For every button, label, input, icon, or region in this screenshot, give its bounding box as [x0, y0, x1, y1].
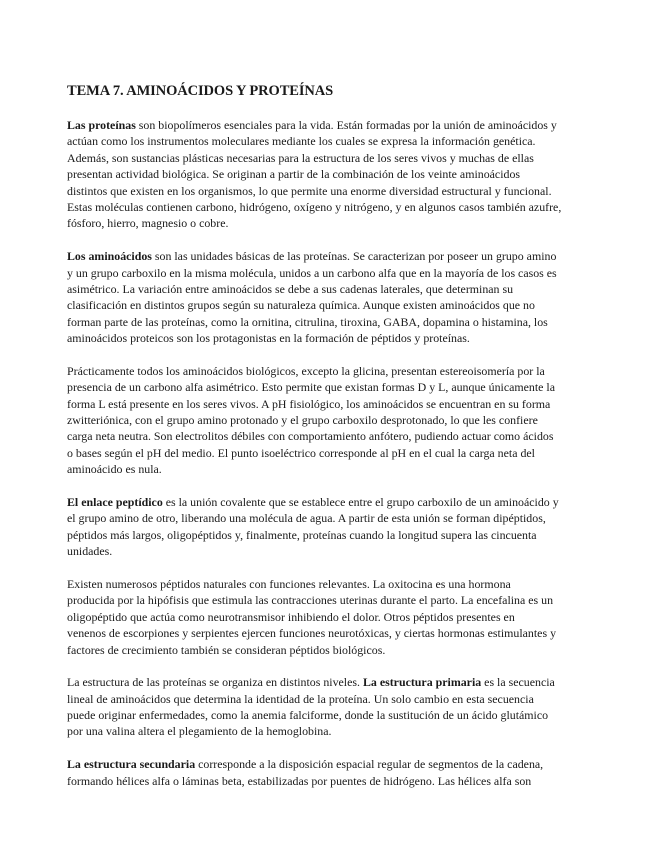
paragraph	[67, 674, 597, 740]
text-line	[67, 117, 597, 133]
paragraph	[67, 494, 597, 560]
text-line	[67, 412, 597, 428]
paragraph	[67, 363, 597, 478]
text-line	[67, 265, 597, 281]
text-segment: distintos que existen en los organismos, lo que permite una enorme diversidad estructural y funcional.	[67, 183, 552, 198]
text-line	[67, 379, 597, 395]
text-segment: puede originar enfermedades, como la anemia falciforme, donde la sustitución de un ácido glutámico	[67, 708, 549, 723]
text-segment: es la secuencia	[481, 675, 555, 690]
document-title: TEMA 7. AMINOÁCIDOS Y PROTEÍNAS	[67, 83, 334, 99]
text-line	[67, 314, 597, 330]
text-segment: son biopolímeros esenciales para la vida. Están formadas por la unión de aminoácidos y	[135, 118, 557, 132]
text-segment: el grupo amino de otro, liberando una molécula de agua. A partir de esta unión se forman dipéptidos,	[67, 511, 546, 526]
text-line	[67, 150, 597, 166]
paragraph	[67, 756, 597, 789]
text-segment: son las unidades básicas de las proteínas. Se caracterizan por poseer un grupo amino	[151, 249, 557, 264]
text-segment: aminoácido es nula.	[67, 462, 162, 477]
text-segment: péptidos más largos, oligopéptidos y, finalmente, proteínas cuando la longitud supera las cincuenta	[67, 527, 537, 542]
text-line	[67, 527, 597, 543]
text-line	[67, 183, 597, 199]
document-body	[67, 117, 597, 789]
text-line	[67, 494, 597, 510]
text-segment: aminoácidos proteicos son los protagonistas en la formación de péptidos y proteínas.	[67, 331, 470, 346]
text-line	[67, 133, 597, 149]
text-line	[67, 756, 597, 772]
bold-term: Las proteínas	[67, 118, 136, 132]
text-line	[67, 363, 597, 379]
text-segment: lineal de aminoácidos que determina la identidad de la proteína. Un solo cambio en esta secuencia	[67, 691, 534, 706]
bold-term: El enlace peptídico	[67, 494, 163, 509]
text-line	[67, 691, 597, 707]
text-segment: es la unión covalente que se establece entre el grupo carboxilo de un aminoácido y	[162, 494, 559, 509]
text-segment: o bases según el pH del medio. El punto isoeléctrico corresponde al pH en el cual la carga neta del	[67, 445, 535, 460]
text-line	[67, 510, 597, 526]
text-line	[67, 723, 597, 739]
text-line	[67, 576, 597, 592]
text-segment: por una valina altera el plegamiento de la hemoglobina.	[67, 724, 332, 739]
text-segment: actúan como los instrumentos moleculares mediante los cuales se expresa la información genética.	[67, 134, 536, 149]
text-line	[67, 625, 597, 641]
paragraph	[67, 248, 597, 346]
text-segment: y un grupo carboxilo en la misma molécula, unidos a un carbono alfa que en la mayoría de los casos es	[67, 265, 557, 280]
text-segment: forma L está presente en los seres vivos. A pH fisiológico, los aminoácidos se encuentran en su forma	[67, 396, 551, 411]
text-line	[67, 330, 597, 346]
text-segment: corresponde a la disposición espacial regular de segmentos de la cadena,	[195, 757, 544, 772]
text-segment: La estructura de las proteínas se organiza en distintos niveles.	[67, 675, 363, 690]
document-page	[67, 82, 597, 805]
text-segment: unidades.	[67, 544, 113, 559]
text-line	[67, 297, 597, 313]
text-line	[67, 281, 597, 297]
text-segment: presencia de un carbono alfa asimétrico. Esto permite que existan formas D y L, aunque únicamente la	[67, 380, 555, 395]
text-line	[67, 773, 597, 789]
text-segment: venenos de escorpiones y serpientes ejercen funciones neurotóxicas, y ciertas hormonas estimulantes y	[67, 626, 557, 641]
text-line	[67, 428, 597, 444]
bold-term: La estructura primaria	[362, 675, 482, 690]
text-segment: Existen numerosos péptidos naturales con funciones relevantes. La oxitocina es una hormona	[67, 576, 511, 591]
text-line	[67, 461, 597, 477]
text-line	[67, 543, 597, 559]
text-segment: asimétrico. La variación entre aminoácidos se debe a sus cadenas laterales, que determinan su	[67, 281, 514, 296]
text-segment: clasificación en distintos grupos según su naturaleza química. Aunque existen aminoácidos que no	[67, 298, 535, 313]
text-segment: fósforo, hierro, magnesio o cobre.	[67, 216, 229, 231]
text-line	[67, 674, 597, 690]
text-line	[67, 445, 597, 461]
text-line	[67, 609, 597, 625]
text-segment: Además, son sustancias plásticas necesarias para la estructura de los seres vivos y muchas de ellas	[67, 150, 534, 165]
text-line	[67, 707, 597, 723]
text-segment: oligopéptido que actúa como neurotransmisor inhibiendo el dolor. Otros péptidos presentes en	[67, 609, 515, 624]
text-line	[67, 248, 597, 264]
text-line	[67, 199, 597, 215]
text-line	[67, 396, 597, 412]
text-line	[67, 215, 597, 231]
text-segment: carga neta neutra. Son electrolitos débiles con comportamiento anfótero, pudiendo actuar como ácidos	[67, 429, 554, 444]
text-segment: presentan actividad biológica. Se originan a partir de la combinación de los veinte aminoácidos	[67, 167, 521, 182]
bold-term: La estructura secundaria	[67, 757, 196, 772]
text-segment: zwitteriónica, con el grupo amino protonado y el grupo carboxilo desprotonado, lo que les confiere	[67, 413, 538, 428]
text-segment: producida por la hipófisis que estimula las contracciones uterinas durante el parto. La encefalina es un	[67, 593, 554, 608]
text-segment: Estas moléculas contienen carbono, hidrógeno, oxígeno y nitrógeno, y en algunos casos también azufre,	[67, 199, 562, 214]
text-line	[67, 642, 597, 658]
bold-term: Los aminoácidos	[67, 249, 152, 264]
text-segment: formando hélices alfa o láminas beta, estabilizadas por puentes de hidrógeno. Las hélices alfa son	[67, 773, 532, 788]
paragraph	[67, 576, 597, 658]
text-segment: forman parte de las proteínas, como la ornitina, citrulina, tiroxina, GABA, dopamina o histamina, los	[67, 314, 548, 329]
text-segment: factores de crecimiento también se consideran péptidos biológicos.	[67, 642, 386, 657]
text-line	[67, 592, 597, 608]
text-segment: Prácticamente todos los aminoácidos biológicos, excepto la glicina, presentan estereoisomería por la	[67, 363, 545, 378]
text-line	[67, 166, 597, 182]
paragraph	[67, 117, 597, 232]
